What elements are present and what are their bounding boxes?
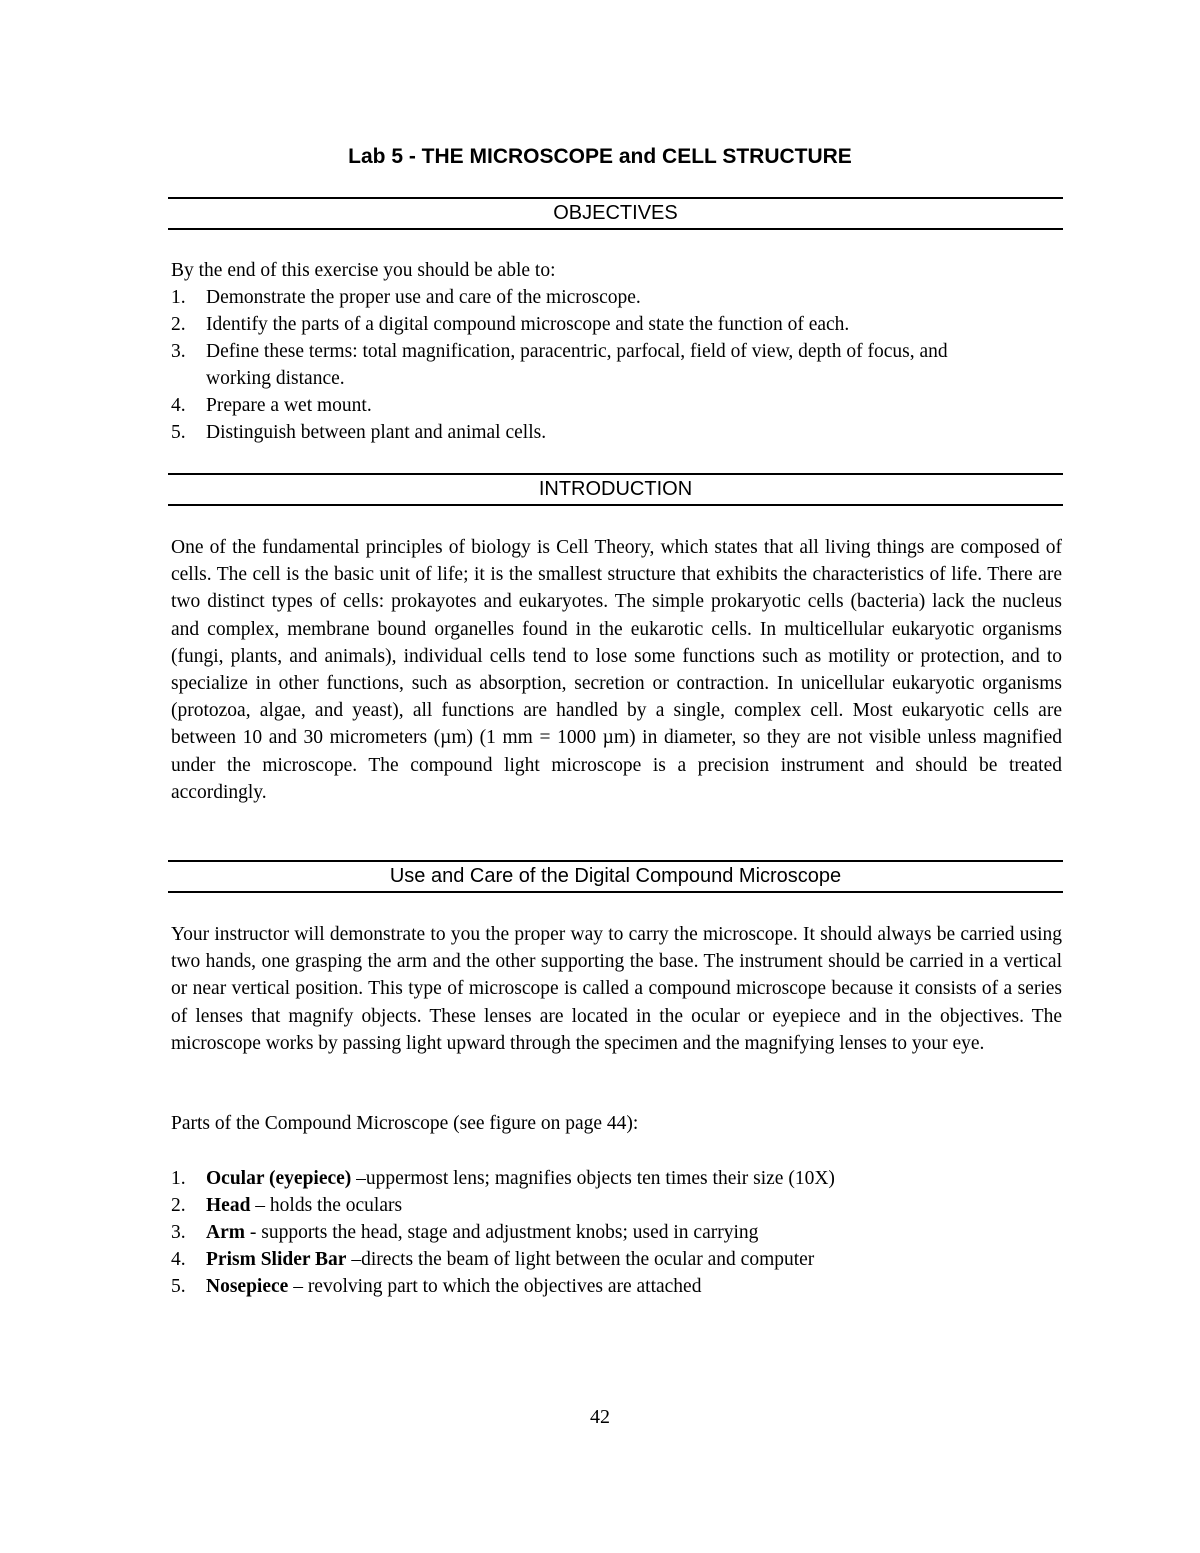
page-title: Lab 5 - THE MICROSCOPE and CELL STRUCTURE — [348, 145, 852, 168]
list-item: 1. Demonstrate the proper use and care of the microscope. — [171, 287, 641, 308]
list-item: 4. Prepare a wet mount. — [171, 395, 372, 416]
part-term: Head — [206, 1195, 251, 1216]
part-term: Arm — [206, 1222, 245, 1243]
list-item: 3. Arm - supports the head, stage and adjustment knobs; used in carrying — [171, 1222, 759, 1243]
list-item: 4. Prism Slider Bar –directs the beam of light between the ocular and computer — [171, 1249, 815, 1270]
part-term: Prism Slider Bar — [206, 1249, 347, 1270]
list-item: 5. Distinguish between plant and animal cells. — [171, 422, 547, 443]
part-term: Ocular (eyepiece) — [206, 1168, 352, 1189]
parts-lead: Parts of the Compound Microscope (see figure on page 44): — [171, 1113, 639, 1134]
use-and-care-heading: Use and Care of the Digital Compound Microscope — [168, 860, 1063, 893]
introduction-paragraph: One of the fundamental principles of biology is Cell Theory, which states that all living things are composed of cells. The cell is the basic unit of life; it is the smallest structure that exhibits the characteristics of life. There are two distinct types of cells: prokayotes and eukaryotes. The simple prokaryotic cells (bacteria) lack the nucleus and complex, membrane bound organelles found in the eukarotic cells. In multicellular eukaryotic organisms (fungi, plants, and animals), individual cells tend to lose some functions such as motility or protection, and to specialize in other functions, such as absorption, secretion or contraction. In unicellular eukaryotic organisms (protozoa, algae, and yeast), all functions are handled by a single, complex cell. Most eukaryotic cells are between 10 and 30 micrometers (µm) (1 mm = 1000 µm) in diameter, so they are not visible unless magnified under the microscope. The compound light microscope is a precision instrument and should be treated accordingly. — [171, 537, 1062, 803]
list-item: 2. Head – holds the oculars — [171, 1195, 403, 1216]
objectives-lead: By the end of this exercise you should be able to: — [171, 260, 556, 281]
introduction-heading: INTRODUCTION — [168, 473, 1063, 506]
list-item: 5. Nosepiece – revolving part to which the objectives are attached — [171, 1276, 702, 1297]
part-term: Nosepiece — [206, 1276, 289, 1297]
parts-list — [171, 1165, 1051, 1300]
list-item: 2. Identify the parts of a digital compound microscope and state the function of each. — [171, 314, 850, 335]
use-and-care-paragraph: Your instructor will demonstrate to you the proper way to carry the microscope. It should always be carried using two hands, one grasping the arm and the other supporting the base. The instrument should be carried in a vertical or near vertical position. This type of microscope is called a compound microscope because it consists of a series of lenses that magnify objects. These lenses are located in the ocular or eyepiece and in the objectives. The microscope works by passing light upward through the specimen and the magnifying lenses to your eye. — [171, 924, 1062, 1054]
objectives-list — [171, 284, 1051, 446]
list-item: 1. Ocular (eyepiece) –uppermost lens; magnifies objects ten times their size (10X) — [171, 1168, 835, 1189]
list-item: 3. Define these terms: total magnification, paracentric, parfocal, field of view, depth of focus, and working distance. — [171, 341, 948, 389]
objectives-heading: OBJECTIVES — [168, 197, 1063, 230]
page-number: 42 — [590, 1406, 610, 1428]
